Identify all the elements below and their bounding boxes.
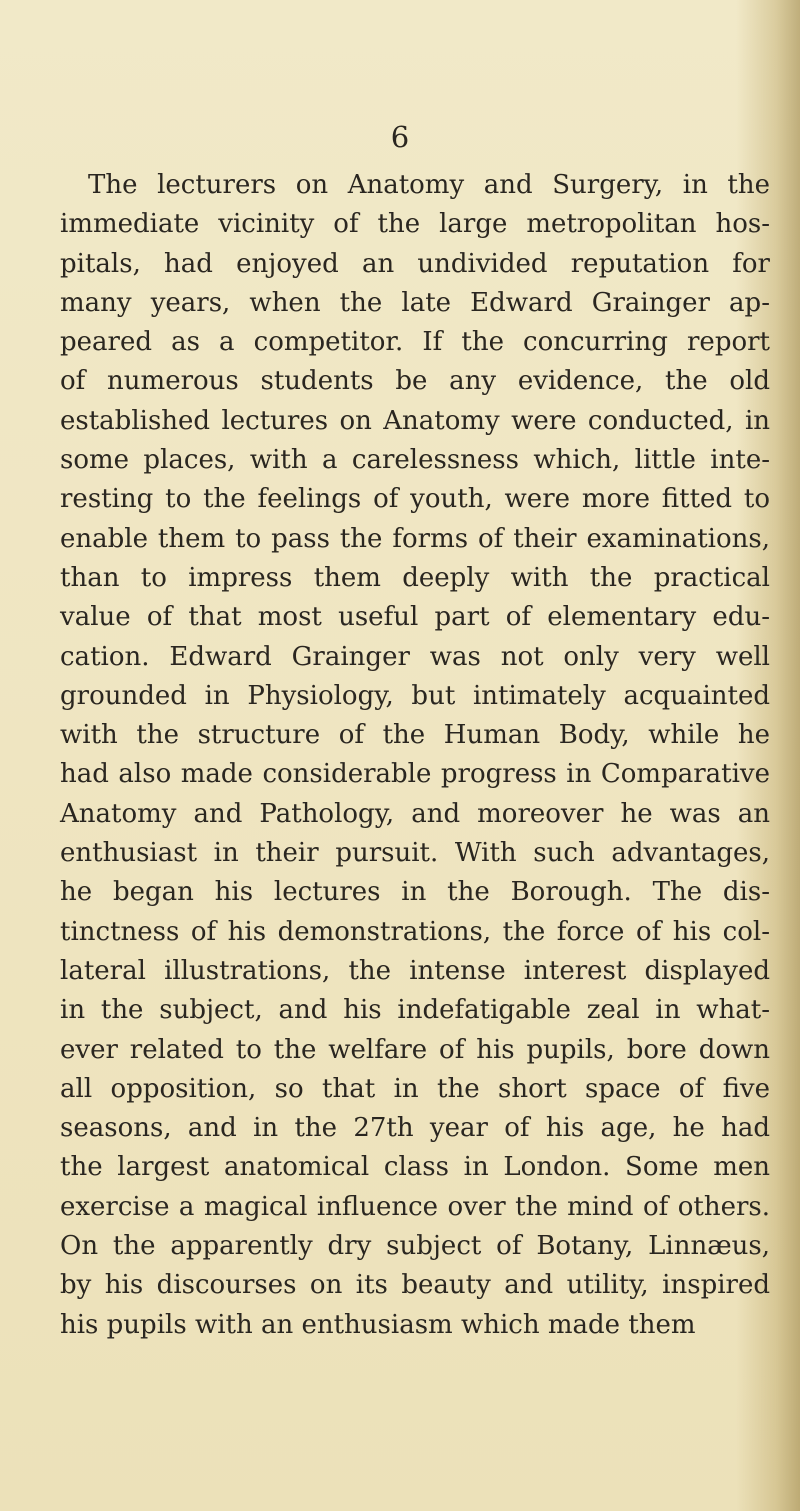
text-line: than to impress them deeply with the practical [60, 562, 770, 593]
text-line: seasons, and in the 27th year of his age, he had [60, 1113, 770, 1144]
text-line: he began his lectures in the Borough. The dis- [60, 877, 770, 908]
text-line: lateral illustrations, the intense interest displayed [60, 955, 770, 986]
text-line: Anatomy and Pathology, and moreover he was an [60, 798, 770, 829]
text-line: tinctness of his demonstrations, the force of his col- [60, 916, 770, 947]
text-line: of numerous students be any evidence, the old [60, 366, 770, 397]
text-line: in the subject, and his indefatigable zeal in what- [60, 995, 770, 1026]
text-line: The lecturers on Anatomy and Surgery, in the [88, 170, 770, 200]
text-line: some places, with a carelessness which, little inte- [60, 445, 770, 476]
text-line: cation. Edward Grainger was not only very well [60, 641, 770, 672]
text-line: exercise a magical influence over the mind of others. [60, 1191, 770, 1222]
text-line: value of that most useful part of elementary edu- [60, 602, 770, 633]
text-line: ever related to the welfare of his pupils, bore down [60, 1034, 770, 1065]
body-paragraph [60, 166, 770, 1345]
text-line: enthusiast in their pursuit. With such advantages, [60, 838, 770, 869]
text-line: by his discourses on its beauty and utility, inspired [60, 1270, 770, 1301]
text-line: grounded in Physiology, but intimately acquainted [60, 680, 770, 711]
text-line: had also made considerable progress in Comparative [60, 759, 770, 790]
text-line: enable them to pass the forms of their examinations, [60, 523, 770, 554]
text-line: all opposition, so that in the short space of five [60, 1073, 770, 1104]
text-line: pitals, had enjoyed an undivided reputation for [60, 248, 770, 279]
text-line: peared as a competitor. If the concurring report [60, 327, 770, 358]
text-line: many years, when the late Edward Grainger ap- [60, 287, 770, 318]
text-line: the largest anatomical class in London. Some men [60, 1152, 770, 1183]
text-line: established lectures on Anatomy were conducted, in [60, 405, 770, 436]
text-line: his pupils with an enthusiasm which made them [60, 1309, 696, 1340]
page-number: 6 [390, 120, 410, 154]
text-line: immediate vicinity of the large metropolitan hos- [60, 209, 770, 240]
text-line: with the structure of the Human Body, while he [60, 720, 770, 751]
text-line: resting to the feelings of youth, were more fitted to [60, 484, 770, 515]
text-line: On the apparently dry subject of Botany, Linnæus, [60, 1231, 770, 1262]
